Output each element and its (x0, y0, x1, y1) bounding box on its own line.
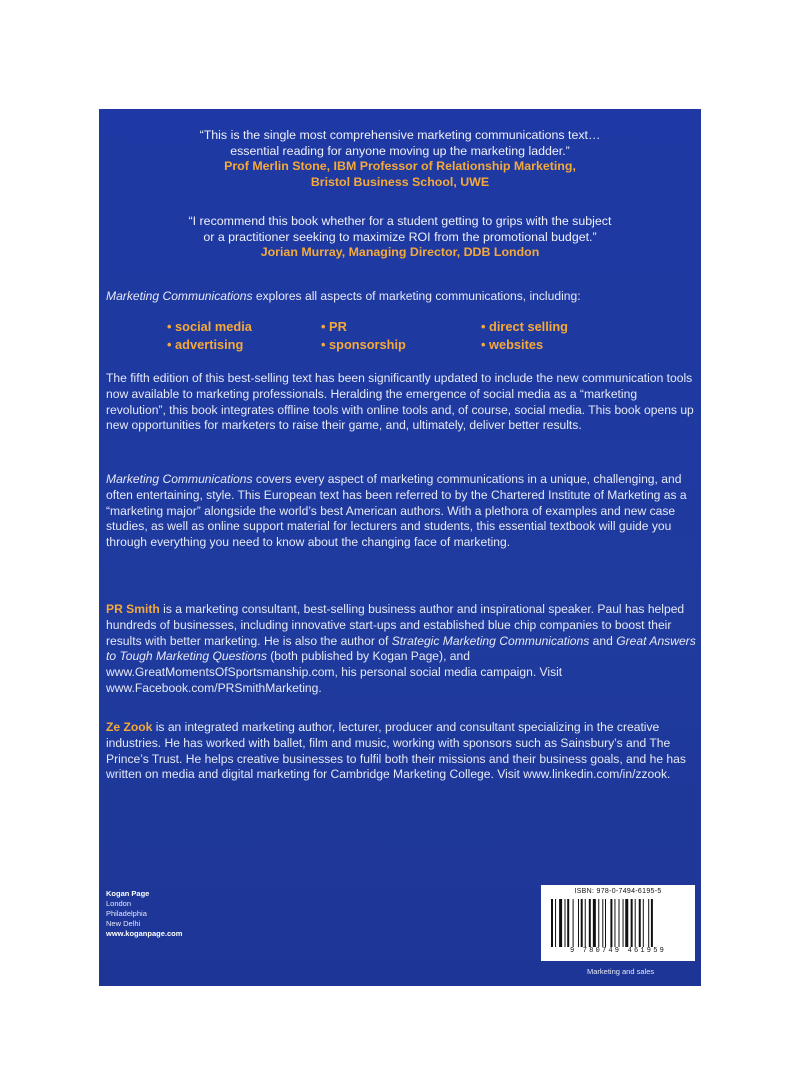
barcode-stripe (567, 899, 569, 947)
barcode-stripe (635, 899, 636, 947)
barcode-stripe (619, 899, 620, 947)
barcode-stripe (598, 899, 599, 947)
bullet-item: • social media (167, 319, 321, 335)
barcode-stripe (578, 899, 579, 947)
author-name: PR Smith (106, 602, 160, 616)
barcode-stripe (631, 899, 633, 947)
barcode-stripe (589, 899, 591, 947)
endorsement-quote (99, 214, 701, 261)
description-paragraph: Marketing Communications covers every aspect of marketing communications in a unique, challenging, and often entertaining, style. This European text has been referred to by the Chartered Institute of Marketing as a “marketing major” alongside the world’s best American authors. With a plethora of examples and new case studies, as well as online support material for lecturers and students, this essential textbook will guide you through everything you need to know about the changing face of marketing. (106, 472, 687, 550)
quote-text: or a practitioner seeking to maximize ROI from the promotional budget.” (203, 229, 597, 244)
publisher-city: Philadelphia (106, 909, 147, 918)
back-cover (99, 109, 701, 986)
barcode-stripe (555, 899, 556, 947)
barcode-stripe (614, 899, 615, 947)
topic-bullet-list (167, 319, 627, 353)
barcode-stripe (625, 899, 628, 947)
quote-attribution: Jorian Murray, Managing Director, DDB London (260, 245, 540, 259)
barcode-stripe (639, 899, 641, 947)
book-title: Great Answers to Tough Marketing Questions (106, 633, 696, 664)
barcode-stripe (551, 899, 553, 947)
publisher-block (106, 889, 182, 939)
quote-text: “This is the single most comprehensive marketing communications text… (199, 128, 601, 142)
quote-text: “I recommend this book whether for a student getting to grips with the subject (188, 214, 612, 228)
subject-category: Marketing and sales (587, 967, 655, 976)
barcode-digits: 9 780749 461959 (569, 947, 666, 955)
barcode-bars (551, 899, 685, 947)
barcode-stripe (581, 899, 583, 947)
bullet-item: • PR (321, 319, 481, 335)
endorsement-quote (99, 128, 701, 190)
intro-line: Marketing Communications explores all aspects of marketing communications, including: (106, 289, 581, 303)
barcode-stripe (610, 899, 612, 947)
quote-attribution: Prof Merlin Stone, IBM Professor of Relationship Marketing, (224, 159, 576, 173)
barcode-stripe (651, 899, 653, 947)
barcode-stripe (585, 899, 586, 947)
isbn-text: ISBN: 978-0-7494-6195-5 (574, 888, 662, 895)
barcode-stripe (605, 899, 606, 947)
barcode-stripe (643, 899, 644, 947)
bullet-item: • sponsorship (321, 337, 481, 353)
author-bio: PR Smith is a marketing consultant, best-selling business author and inspirational speaker. Paul has helped hundreds of businesses, including innovative start-ups and established blue chip companies to boost their results with better marketing. He is also the author of Strategic Marketing Communications and Great Answers to Tough Marketing Questions (both published by Kogan Page), and www.GreatMomentsOfSportsmanship.com, his personal social media campaign. Visit www.Facebook.com/PRSmithMarketing. (106, 602, 696, 695)
barcode-stripe (602, 899, 603, 947)
quote-attribution: Bristol Business School, UWE (310, 174, 490, 189)
barcode-stripe (565, 899, 566, 947)
barcode-stripe (559, 899, 562, 947)
publisher-name: Kogan Page (106, 889, 150, 898)
description-paragraph: The fifth edition of this best-selling text has been significantly updated to include the new communication tools now available to marketing professionals. Heralding the emergence of social media as a “marketing revolution”, this book integrates offline tools with online tools and, of course, social media. This book opens up new opportunities for marketers to raise their game, and, ultimately, deliver better results. (106, 371, 694, 433)
barcode-stripe (648, 899, 649, 947)
barcode-stripe (623, 899, 624, 947)
publisher-url: www.koganpage.com (106, 929, 183, 938)
quote-text: essential reading for anyone moving up the marketing ladder.” (230, 143, 570, 158)
author-bio: Ze Zook is an integrated marketing author, lecturer, producer and consultant specializing in the creative industries. He has worked with ballet, film and music, working with sponsors such as Sainsbury’s and The Prince’s Trust. He helps creative businesses to fulfil both their missions and their business goals, and he has written on media and digital marketing for Cambridge Marketing College. Visit www.linkedin.com/in/zzook. (106, 720, 686, 782)
book-title: Marketing Communications (106, 289, 253, 303)
barcode-stripe (573, 899, 574, 947)
bullet-item: • websites (481, 337, 631, 353)
bullet-item: • advertising (167, 337, 321, 353)
isbn-barcode (541, 885, 695, 961)
book-title: Strategic Marketing Communications (391, 633, 590, 648)
publisher-city: London (106, 899, 132, 908)
publisher-city: New Delhi (106, 919, 141, 928)
barcode-stripe (593, 899, 596, 947)
author-name: Ze Zook (106, 720, 153, 734)
book-title: Marketing Communications (106, 472, 253, 486)
bullet-item: • direct selling (481, 319, 631, 335)
